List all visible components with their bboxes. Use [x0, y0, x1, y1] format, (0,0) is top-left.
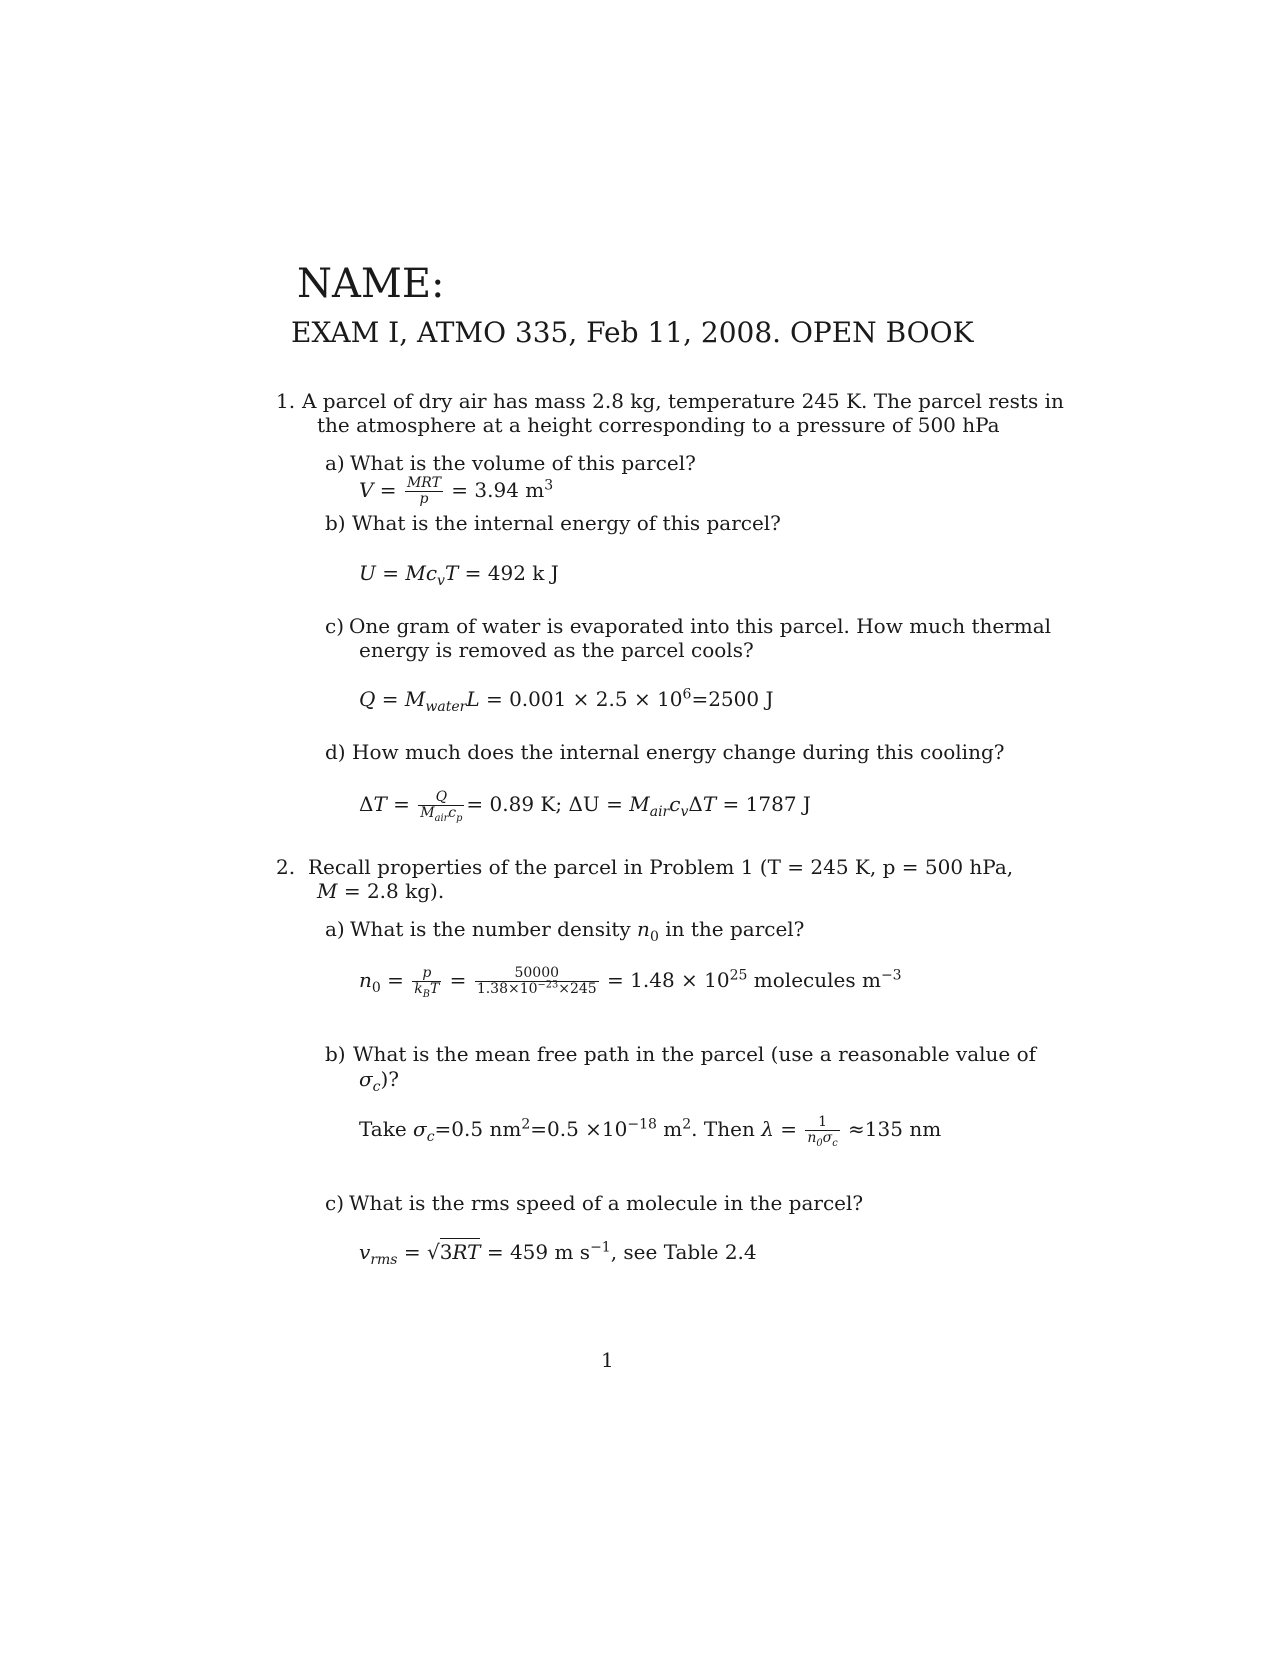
problem-2a-question: What is the number density $n_0$ in the parcel? [350, 917, 805, 945]
problem-2b-question-line-2: $\sigma_c$)? [359, 1067, 400, 1095]
problem-2b-answer-pre: Take [359, 1117, 414, 1141]
exam-title: EXAM I, ATMO 335, Feb 11, 2008. OPEN BOOK [291, 316, 974, 349]
problem-2-text-line-2-tail: = 2.8 kg). [337, 879, 445, 903]
problem-2a-question-post: in the parcel? [658, 917, 805, 941]
problem-2b-answer-then: . Then [691, 1117, 762, 1141]
problem-2c-answer: $v_{rms} = √3RT = 459$ m $s^{-1}$, see Table 2.4 [359, 1239, 757, 1268]
problem-2-number: 2. [276, 855, 296, 879]
problem-1a-label: a) [325, 451, 345, 475]
frac-denominator: 1.38×10 [476, 981, 538, 997]
problem-2c-answer-tail: , see Table 2.4 [610, 1240, 757, 1264]
problem-1d-answer-end: = 1787 J [716, 792, 811, 816]
problem-1c-question-line-1: One gram of water is evaporated into this parcel. How much thermal [349, 614, 1052, 638]
problem-1c-question-line-2: energy is removed as the parcel cools? [359, 638, 754, 662]
problem-2b-answer-end: ≈135 nm [841, 1117, 942, 1141]
problem-2-text-line-1: Recall properties of the parcel in Problem 1 (T = 245 K, p = 500 hPa, [308, 855, 1014, 879]
number-density-numeric-fraction: $\frac{50000}{1.38\times 10^{-23}\times 245}$ [476, 965, 597, 997]
problem-1c-answer-end: =2500 J [691, 687, 774, 711]
problem-2a-answer: $n_0$ = $\frac{p}{k_BT}$ = $\frac{50000}{1.38\times 10^{-23}\times 245}$ = $1.48 \times 10^{25}$ molecules $m^{-3}$ [359, 965, 902, 1000]
problem-1d-answer-mid: = 0.89 K; ΔU = [466, 792, 630, 816]
problem-1d-answer: ΔT = $\frac{Q}{M_{air}c_p}$ = 0.89 K; $\Delta U = M_{air}c_v\Delta T = 1787$ J [359, 789, 811, 824]
problem-2c-question: What is the rms speed of a molecule in the parcel? [349, 1191, 864, 1215]
problem-2c-answer-end: = 459 m s [480, 1240, 591, 1264]
sqrt-radicand: 3RT [439, 1240, 481, 1264]
number-density-fraction: $\frac{p}{k_BT}$ [414, 965, 440, 1000]
name-label: NAME: [297, 261, 445, 307]
problem-2a-answer-end: = 1.48 × 10 [600, 968, 730, 992]
problem-2b-label: b) [325, 1042, 346, 1066]
frac-numerator: 50000 [475, 966, 599, 982]
problem-2b-answer: Take $\sigma_c=0.5$ $nm^2=0.5 \times 10^{-18}$ $m^2$. Then λ = $\frac{1}{n_0\sigma_c}$ ≈135 nm [359, 1114, 942, 1149]
problem-2a-label: a) [325, 917, 345, 941]
problem-2b-answer-mid2: =0.5 ×10 [530, 1117, 628, 1141]
problem-1a-answer: V = $\frac{\text{MRT}}{p}$ = 3.94 $m^3$ [359, 475, 554, 507]
problem-1b-label: b) [325, 511, 346, 535]
problem-1a-question: What is the volume of this parcel? [350, 451, 696, 475]
problem-2a-question-pre: What is the number density [350, 917, 638, 941]
problem-1-number: 1. [276, 389, 296, 413]
problem-1d-label: d) [325, 740, 346, 764]
problem-2c-label: c) [325, 1191, 345, 1215]
problem-1a-answer-tail: = 3.94 m [444, 478, 545, 502]
problem-1b-question: What is the internal energy of this parcel? [352, 511, 781, 535]
problem-2b-answer-mid: =0.5 nm [434, 1117, 522, 1141]
problem-1c-label: c) [325, 614, 345, 638]
problem-1c-answer-tail: = 0.001 × 2.5 × 10 [479, 687, 683, 711]
page-number: 1 [601, 1348, 614, 1372]
problem-1b-answer: $U = Mc_vT = 492$ k J [359, 561, 559, 589]
problem-2b-question-line-2-tail: )? [380, 1067, 400, 1091]
problem-1-text-line-2: the atmosphere at a height corresponding to a pressure of 500 hPa [317, 413, 1000, 437]
problem-1d-question: How much does the internal energy change during this cooling? [352, 740, 1005, 764]
mean-free-path-fraction: $\frac{1}{n_0\sigma_c}$ [807, 1114, 838, 1149]
problem-2-text-line-2: M = 2.8 kg). [317, 879, 445, 903]
problem-2a-answer-unit: molecules m [747, 968, 881, 992]
problem-1c-answer: $Q = M_{water}L = 0.001 \times 2.5 \times 10^6=2500$ J [359, 686, 774, 715]
problem-2b-answer-mid3: m [656, 1117, 683, 1141]
problem-2b-question-line-1: What is the mean free path in the parcel (use a reasonable value of [353, 1042, 1037, 1066]
problem-1-text-line-1: A parcel of dry air has mass 2.8 kg, temperature 245 K. The parcel rests in [302, 389, 1064, 413]
problem-1b-answer-tail: = 492 k J [458, 561, 559, 585]
volume-fraction: $\frac{\text{MRT}}{p}$ [406, 475, 441, 507]
delta-t-fraction: $\frac{Q}{M_{air}c_p}$ [420, 789, 463, 824]
